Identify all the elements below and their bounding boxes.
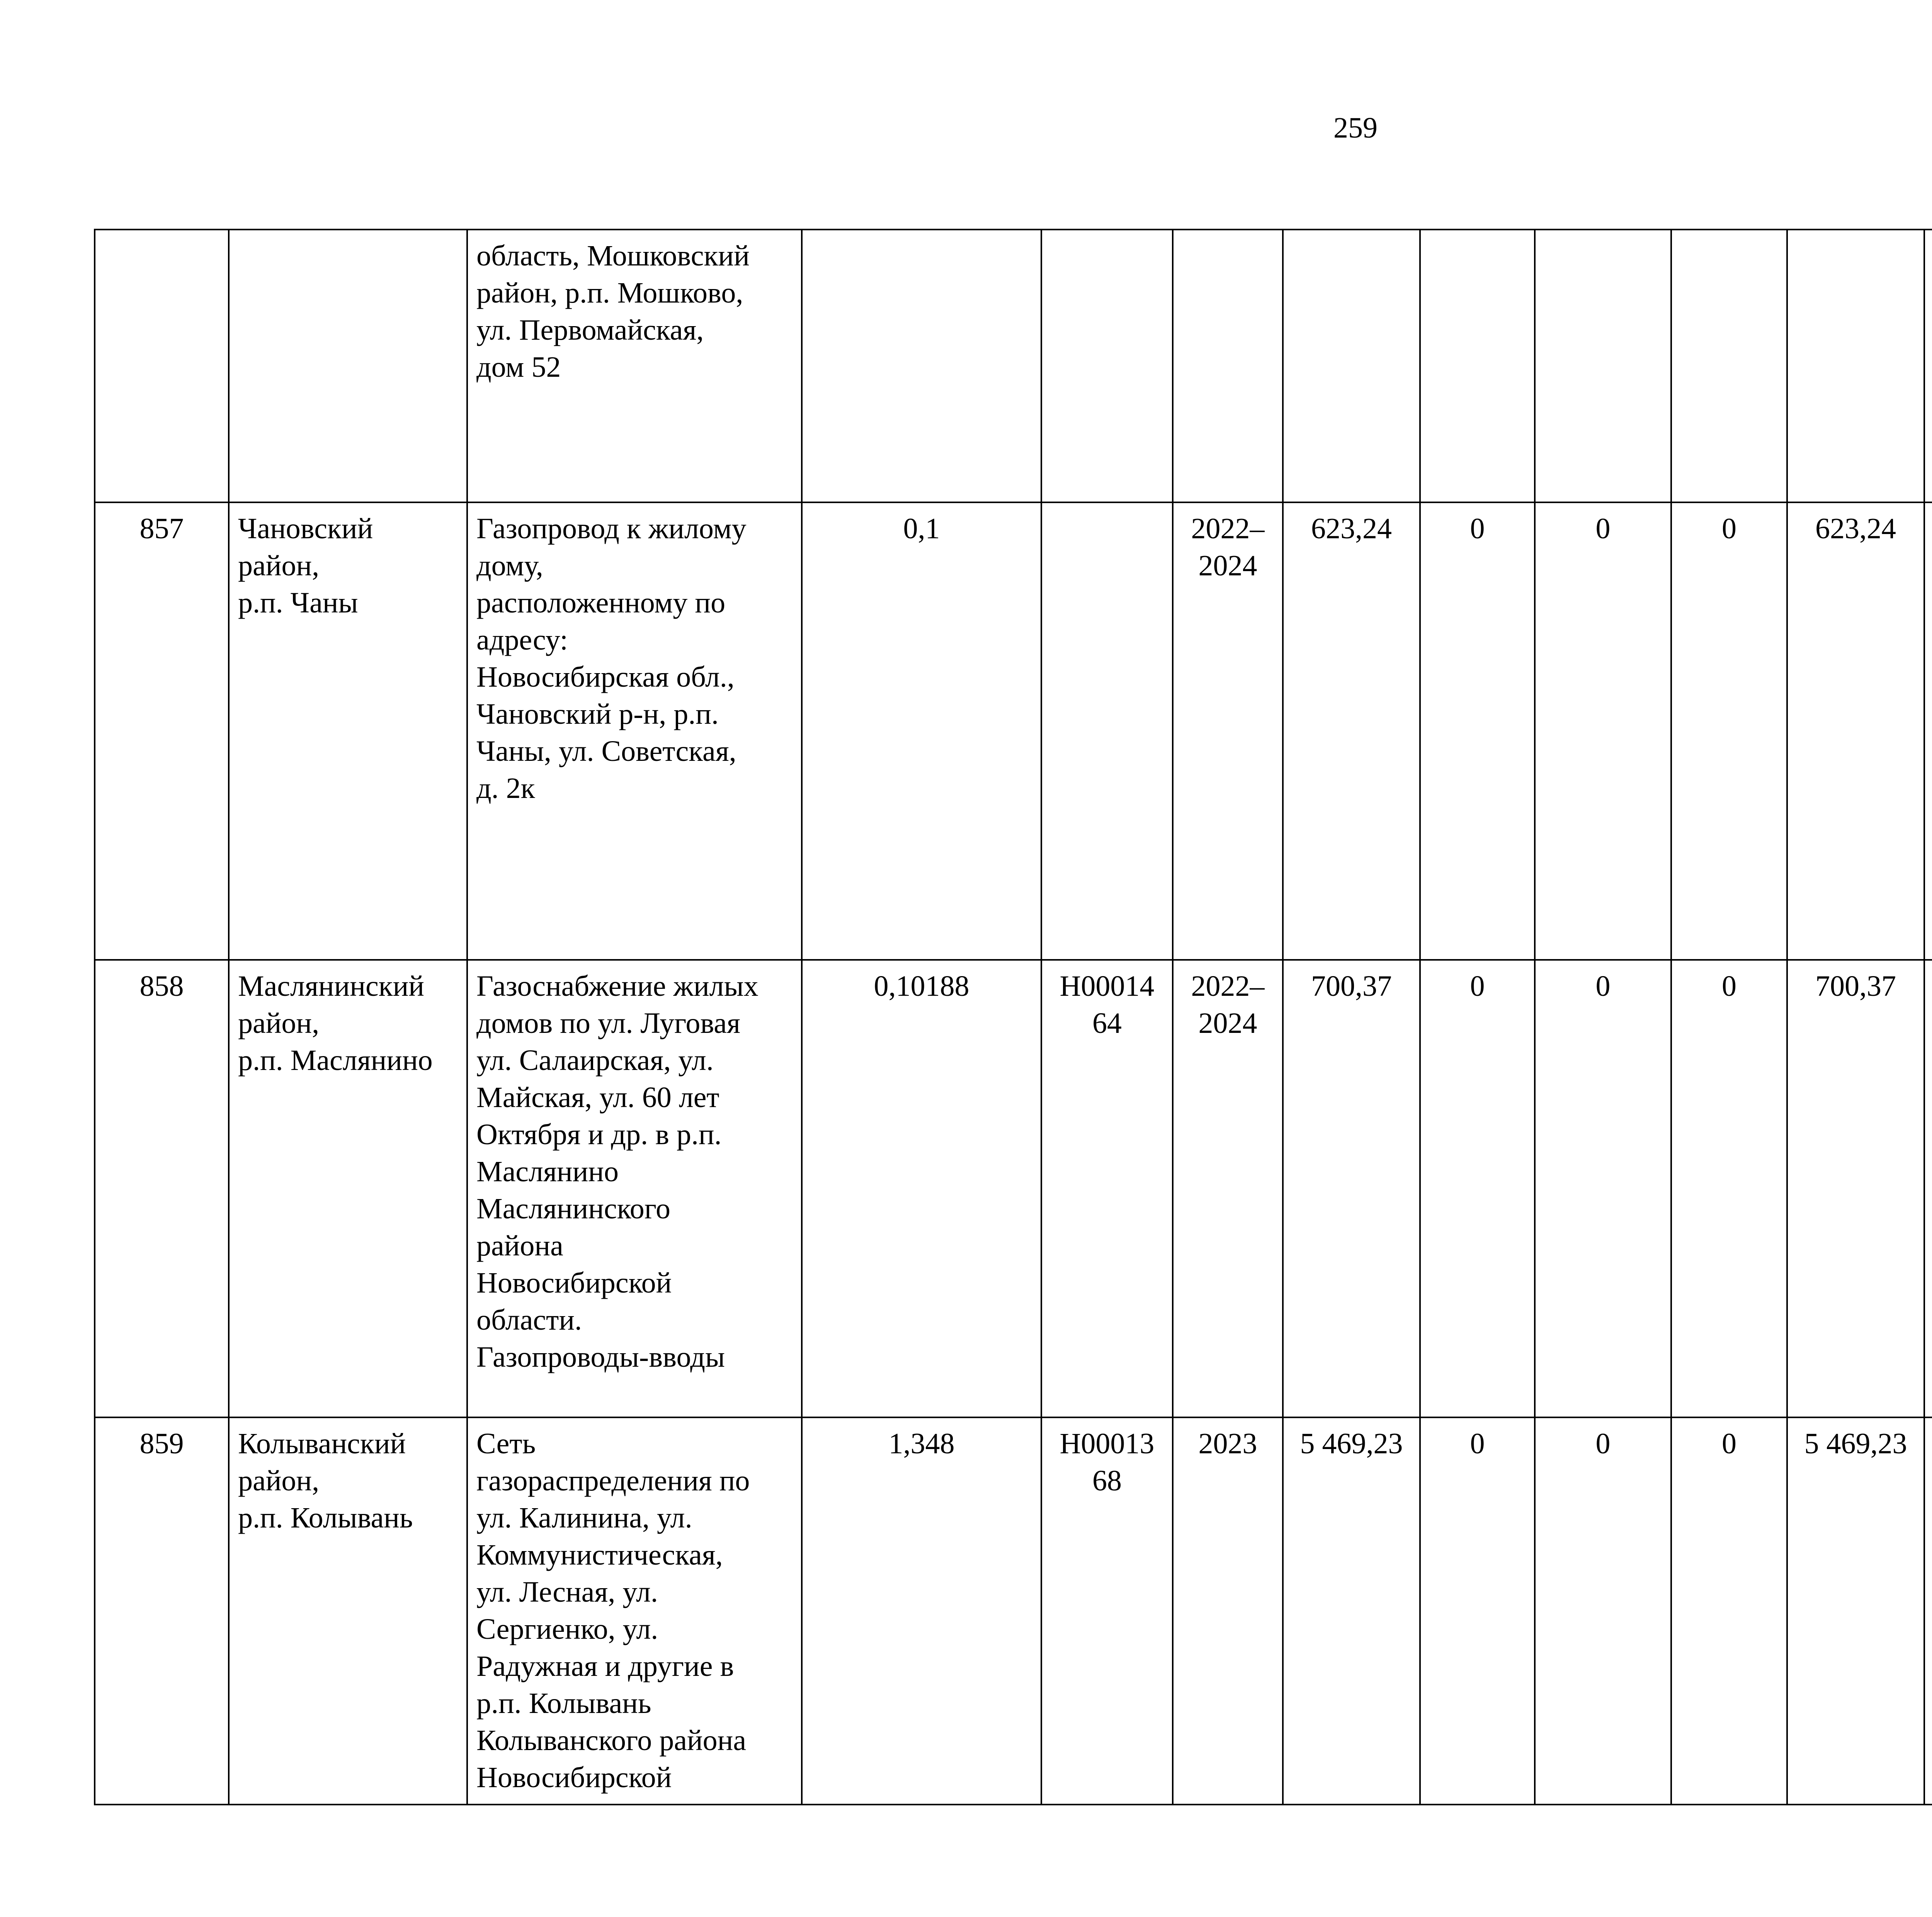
length-cell: 1,348	[802, 1417, 1041, 1805]
object-description-line: Коммунистическая,	[476, 1539, 723, 1571]
cost-column-8-cell: 0	[1535, 1417, 1671, 1805]
object-description-line: д. 2к	[476, 772, 535, 805]
object-description-line: Новосибирской	[476, 1267, 672, 1299]
object-code-cell	[1041, 960, 1173, 1417]
object-description-line: Маслянино	[476, 1155, 619, 1188]
district-cell	[229, 230, 467, 502]
years-cell	[1173, 960, 1283, 1417]
object-description-line: Майская, ул. 60 лет	[476, 1081, 719, 1114]
object-description-line: Газоснабжение жилых	[476, 970, 759, 1002]
object-code-cell	[1041, 1417, 1173, 1805]
cost-column-7-cell: 0	[1420, 502, 1535, 960]
district-line: Чановский	[238, 512, 373, 545]
table-row	[95, 502, 1932, 960]
object-description-line: области.	[476, 1304, 582, 1336]
object-description-cell	[467, 1417, 802, 1805]
object-code-line: 64	[1092, 1007, 1122, 1039]
object-description-line: ул. Калинина, ул.	[476, 1502, 692, 1534]
district-line: р.п. Маслянино	[238, 1044, 433, 1077]
object-description-line: Колыванского района	[476, 1724, 747, 1757]
object-code-line: 68	[1092, 1465, 1122, 1497]
object-description-line: Чановский р-н, р.п.	[476, 698, 719, 730]
years-cell	[1173, 230, 1283, 502]
cost-total-cell: 700,37	[1283, 960, 1420, 1417]
row-number-cell	[95, 230, 229, 502]
cost-total-cell	[1283, 230, 1420, 502]
table-row	[95, 960, 1932, 1417]
district-line: р.п. Колывань	[238, 1502, 413, 1534]
cost-column-9-cell: 0	[1671, 1417, 1787, 1805]
object-description-line: расположенному по	[476, 587, 726, 619]
object-code-line: Н00014	[1060, 970, 1155, 1002]
district-line: район,	[238, 549, 320, 582]
executor-cell	[1924, 960, 1932, 1417]
row-number-cell: 859	[95, 1417, 229, 1805]
cost-column-8-cell	[1535, 230, 1671, 502]
cost-column-10-cell: 623,24	[1787, 502, 1924, 960]
object-description-line: Газопроводы-вводы	[476, 1341, 725, 1373]
cost-column-8-cell: 0	[1535, 960, 1671, 1417]
cost-column-7-cell	[1420, 230, 1535, 502]
object-description-line: газораспределения по	[476, 1465, 750, 1497]
object-description-line: Сергиенко, ул.	[476, 1613, 658, 1645]
table-body	[95, 230, 1932, 1805]
district-cell	[229, 502, 467, 960]
district-line: район,	[238, 1465, 320, 1497]
object-description-line: Новосибирской	[476, 1761, 672, 1794]
length-cell: 0,10188	[802, 960, 1041, 1417]
object-description-cell	[467, 960, 802, 1417]
object-description-line: домов по ул. Луговая	[476, 1007, 740, 1039]
object-code-line: Н00013	[1060, 1427, 1155, 1460]
object-description-cell	[467, 230, 802, 502]
object-description-line: Газопровод к жилому	[476, 512, 747, 545]
years-line: 2022–	[1191, 970, 1265, 1002]
executor-cell	[1924, 230, 1932, 502]
district-line: Маслянинский	[238, 970, 424, 1002]
district-cell	[229, 960, 467, 1417]
district-line: Колыванский	[238, 1427, 406, 1460]
cost-column-10-cell: 700,37	[1787, 960, 1924, 1417]
cost-column-7-cell: 0	[1420, 960, 1535, 1417]
object-code-cell	[1041, 502, 1173, 960]
years-cell	[1173, 502, 1283, 960]
object-description-line: района	[476, 1230, 563, 1262]
years-line: 2022–	[1191, 512, 1265, 545]
object-description-line: Маслянинского	[476, 1192, 671, 1225]
cost-column-8-cell: 0	[1535, 502, 1671, 960]
object-code-cell	[1041, 230, 1173, 502]
table-row	[95, 1417, 1932, 1805]
executor-cell	[1924, 1417, 1932, 1805]
object-description-line: Чаны, ул. Советская,	[476, 735, 736, 767]
row-number-cell: 858	[95, 960, 229, 1417]
cost-total-cell: 623,24	[1283, 502, 1420, 960]
cost-column-7-cell: 0	[1420, 1417, 1535, 1805]
object-description-line: Новосибирская обл.,	[476, 661, 735, 693]
object-description-line: ул. Салаирская, ул.	[476, 1044, 714, 1077]
object-description-line: Радужная и другие в	[476, 1650, 734, 1682]
object-description-line: ул. Лесная, ул.	[476, 1576, 658, 1608]
table-row	[95, 230, 1932, 502]
cost-column-10-cell	[1787, 230, 1924, 502]
district-cell	[229, 1417, 467, 1805]
district-line: район,	[238, 1007, 320, 1039]
object-description-line: р.п. Колывань	[476, 1687, 651, 1720]
executor-cell	[1924, 502, 1932, 960]
cost-column-10-cell: 5 469,23	[1787, 1417, 1924, 1805]
length-cell	[802, 230, 1041, 502]
years-line: 2023	[1198, 1427, 1257, 1460]
cost-column-9-cell: 0	[1671, 502, 1787, 960]
object-description-line: Сеть	[476, 1427, 536, 1460]
object-description-line: ул. Первомайская,	[476, 314, 704, 346]
years-line: 2024	[1198, 1007, 1257, 1039]
object-description-line: Октября и др. в р.п.	[476, 1118, 722, 1151]
gasification-table	[94, 229, 1932, 1805]
cost-total-cell: 5 469,23	[1283, 1417, 1420, 1805]
object-description-line: дом 52	[476, 351, 561, 383]
cost-column-9-cell	[1671, 230, 1787, 502]
cost-column-9-cell: 0	[1671, 960, 1787, 1417]
object-description-cell	[467, 502, 802, 960]
object-description-line: район, р.п. Мошково,	[476, 277, 743, 309]
object-description-line: дому,	[476, 549, 543, 582]
years-cell	[1173, 1417, 1283, 1805]
object-description-line: область, Мошковский	[476, 240, 750, 272]
years-line: 2024	[1198, 549, 1257, 582]
district-line: р.п. Чаны	[238, 587, 358, 619]
object-description-line: адресу:	[476, 624, 568, 656]
page-number: 259	[1333, 112, 1378, 144]
row-number-cell: 857	[95, 502, 229, 960]
length-cell: 0,1	[802, 502, 1041, 960]
